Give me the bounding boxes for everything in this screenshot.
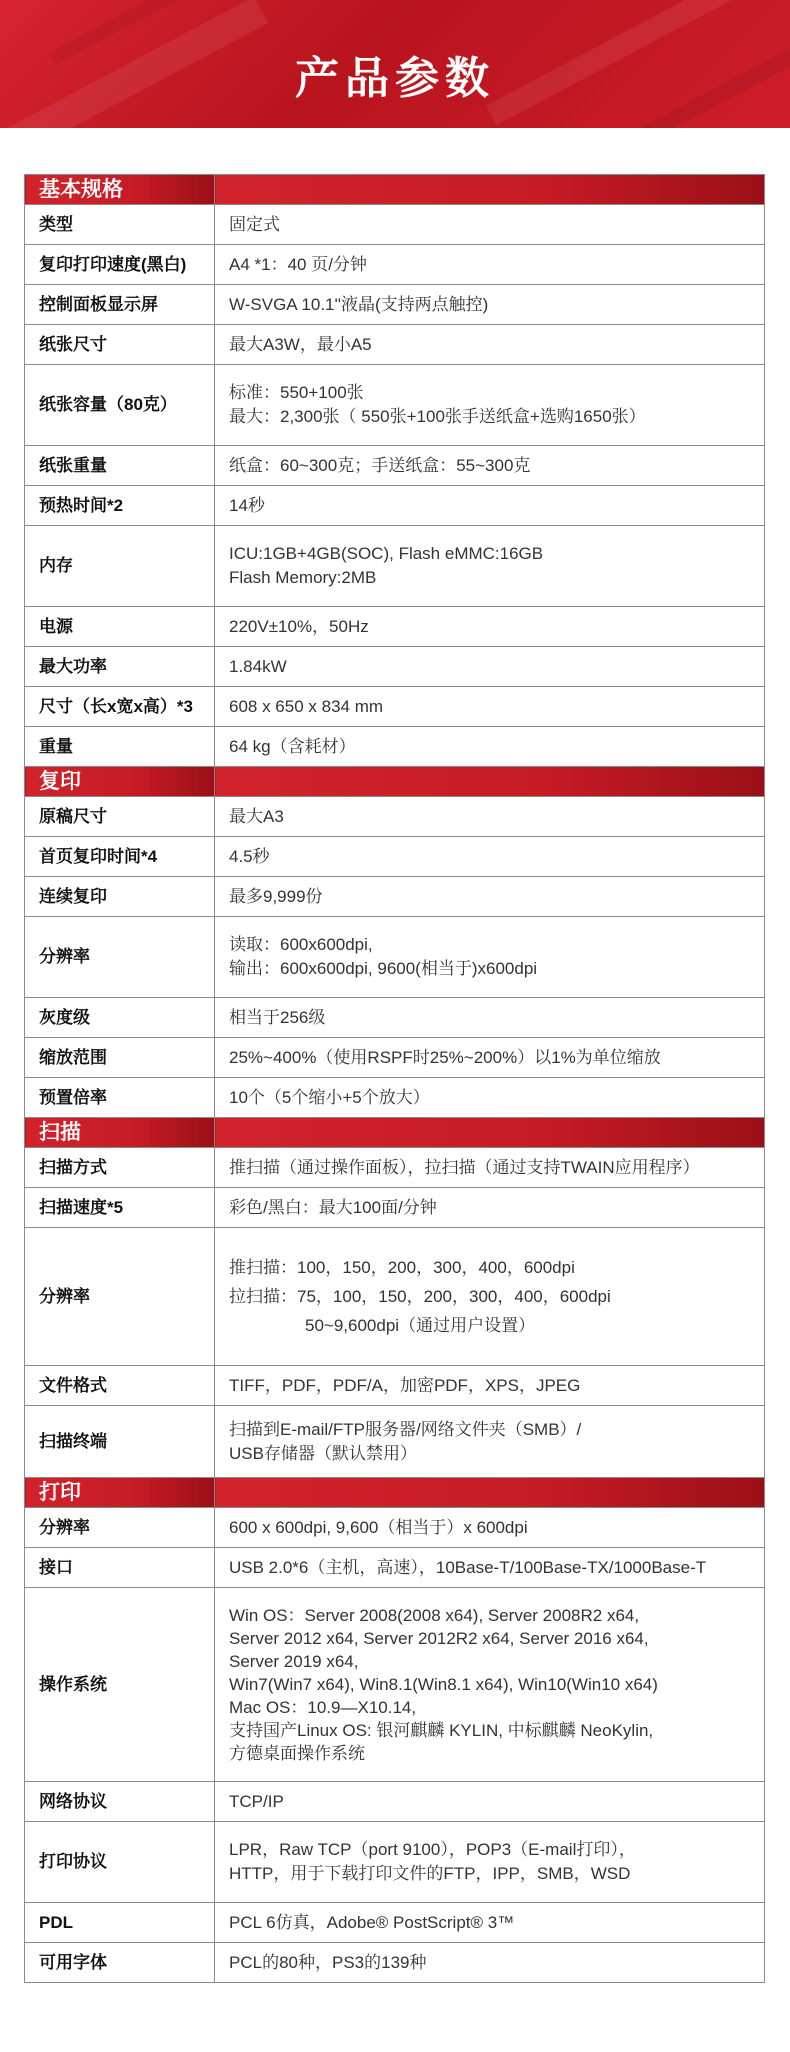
spec-value-line: 固定式	[229, 214, 280, 234]
spec-value	[215, 1038, 765, 1078]
spec-value	[215, 797, 765, 837]
section-header-fill	[215, 1478, 765, 1508]
spec-value-line: 纸盒：60~300克；手送纸盒：55~300克	[229, 455, 531, 475]
spec-value	[215, 1406, 765, 1478]
spec-key: 内存	[25, 526, 215, 607]
spec-row	[25, 727, 765, 767]
spec-value-line: Flash Memory:2MB	[229, 568, 377, 587]
spec-value-line: USB存储器（默认禁用）	[229, 1443, 417, 1463]
spec-value-line: 方德桌面操作系统	[229, 1744, 365, 1763]
spec-value	[215, 837, 765, 877]
section-header	[25, 1478, 765, 1508]
spec-row	[25, 205, 765, 245]
spec-key: 连续复印	[25, 877, 215, 917]
spec-value	[215, 607, 765, 647]
spec-row	[25, 486, 765, 526]
spec-key: 预热时间*2	[25, 486, 215, 526]
spec-value-line: 600 x 600dpi, 9,600（相当于）x 600dpi	[229, 1517, 528, 1537]
spec-row	[25, 607, 765, 647]
spec-value	[215, 526, 765, 607]
spec-value	[215, 1943, 765, 1983]
spec-value-line: 14秒	[229, 495, 265, 515]
spec-row	[25, 647, 765, 687]
spec-value-line: ICU:1GB+4GB(SOC), Flash eMMC:16GB	[229, 544, 544, 563]
spec-row	[25, 1822, 765, 1903]
spec-value	[215, 1508, 765, 1548]
spec-value	[215, 205, 765, 245]
spec-key: 分辨率	[25, 1508, 215, 1548]
spec-value-line: Server 2019 x64,	[229, 1652, 359, 1671]
spec-row	[25, 1366, 765, 1406]
spec-row	[25, 1406, 765, 1478]
section-title: 复印	[25, 767, 215, 797]
banner	[0, 0, 790, 128]
spec-row	[25, 1943, 765, 1983]
spec-key: 打印协议	[25, 1822, 215, 1903]
spec-value-line: LPR，Raw TCP（port 9100），POP3（E-mail打印），	[229, 1840, 636, 1859]
spec-row	[25, 797, 765, 837]
spec-value	[215, 917, 765, 998]
spec-key: 重量	[25, 727, 215, 767]
spec-row	[25, 877, 765, 917]
spec-value	[215, 486, 765, 526]
spec-value-line: 220V±10%，50Hz	[229, 616, 369, 636]
spec-row	[25, 285, 765, 325]
spec-value-line: 推扫描（通过操作面板），拉扫描（通过支持TWAIN应用程序）	[229, 1157, 700, 1177]
spec-value-line: 推扫描：100，150，200，300，400，600dpi	[229, 1258, 575, 1277]
spec-key: 分辨率	[25, 1228, 215, 1366]
spec-value-line: 读取：600x600dpi,	[229, 935, 373, 954]
spec-value-line: 标准：550+100张	[229, 383, 364, 402]
spec-value	[215, 1228, 765, 1366]
spec-value-line: 拉扫描：75，100，150，200，300，400，600dpi	[229, 1287, 611, 1306]
spec-value	[215, 1148, 765, 1188]
section-header-fill	[215, 175, 765, 205]
spec-row	[25, 917, 765, 998]
spec-row	[25, 837, 765, 877]
spec-row	[25, 1188, 765, 1228]
spec-value	[215, 285, 765, 325]
spec-key: 网络协议	[25, 1782, 215, 1822]
spec-value-line: 50~9,600dpi（通过用户设置）	[305, 1316, 536, 1335]
spec-value-line: USB 2.0*6（主机，高速），10Base-T/100Base-TX/1000Base-T	[229, 1557, 707, 1577]
spec-value	[215, 687, 765, 727]
spec-value-line: 608 x 650 x 834 mm	[229, 696, 384, 716]
spec-key: 文件格式	[25, 1366, 215, 1406]
spec-row	[25, 1548, 765, 1588]
section-header-fill	[215, 767, 765, 797]
page-title: 产品参数	[295, 53, 495, 104]
spec-row	[25, 325, 765, 365]
spec-value-line: 最大：2,300张（ 550张+100张手送纸盒+选购1650张）	[229, 407, 646, 426]
spec-value	[215, 365, 765, 446]
spec-value	[215, 877, 765, 917]
spec-row	[25, 1782, 765, 1822]
spec-table	[24, 174, 765, 1983]
spec-key: 灰度级	[25, 998, 215, 1038]
spec-key: 首页复印时间*4	[25, 837, 215, 877]
spec-row	[25, 365, 765, 446]
section-title: 基本规格	[25, 175, 215, 205]
section-header	[25, 1118, 765, 1148]
spec-value-line: 最大A3W，最小A5	[229, 334, 372, 354]
spec-row	[25, 1148, 765, 1188]
spec-key: 纸张尺寸	[25, 325, 215, 365]
spec-row	[25, 687, 765, 727]
spec-value	[215, 647, 765, 687]
spec-row	[25, 1508, 765, 1548]
spec-value-line: 10个（5个缩小+5个放大）	[229, 1087, 430, 1107]
section-title: 扫描	[25, 1118, 215, 1148]
spec-value-line: 最大A3	[229, 806, 284, 826]
spec-row	[25, 245, 765, 285]
spec-value-line: W-SVGA 10.1''液晶(支持两点触控)	[229, 294, 489, 314]
spec-key: 类型	[25, 205, 215, 245]
spec-value-line: HTTP，用于下载打印文件的FTP，IPP，SMB，WSD	[229, 1864, 631, 1883]
spec-value-line: TCP/IP	[229, 1791, 284, 1811]
section-header	[25, 767, 765, 797]
spec-row	[25, 446, 765, 486]
spec-row	[25, 998, 765, 1038]
spec-row	[25, 1903, 765, 1943]
spec-table-body	[25, 175, 765, 1983]
spec-key: 缩放范围	[25, 1038, 215, 1078]
spec-key: 扫描终端	[25, 1406, 215, 1478]
section-header-fill	[215, 1118, 765, 1148]
spec-key: 可用字体	[25, 1943, 215, 1983]
spec-value-line: 彩色/黑白：最大100面/分钟	[229, 1197, 437, 1217]
spec-value-line: Win OS：Server 2008(2008 x64), Server 2008R2 x64,	[229, 1606, 640, 1625]
spec-value	[215, 727, 765, 767]
spec-value-line: A4 *1：40 页/分钟	[229, 254, 367, 274]
spec-value-line: 1.84kW	[229, 656, 287, 676]
spec-value-line: PCL的80种，PS3的139种	[229, 1952, 427, 1972]
spec-key: 原稿尺寸	[25, 797, 215, 837]
spec-value-line: Server 2012 x64, Server 2012R2 x64, Server 2016 x64,	[229, 1629, 649, 1648]
spec-key: 纸张重量	[25, 446, 215, 486]
spec-value	[215, 998, 765, 1038]
spec-key: PDL	[25, 1903, 215, 1943]
spec-key: 预置倍率	[25, 1078, 215, 1118]
spec-key: 电源	[25, 607, 215, 647]
spec-value	[215, 1822, 765, 1903]
spec-value	[215, 1548, 765, 1588]
spec-value-line: 输出：600x600dpi, 9600(相当于)x600dpi	[229, 959, 538, 978]
spec-key: 控制面板显示屏	[25, 285, 215, 325]
spec-value	[215, 1188, 765, 1228]
spec-value-line: Win7(Win7 x64), Win8.1(Win8.1 x64), Win10(Win10 x64)	[229, 1675, 658, 1694]
spec-value	[215, 446, 765, 486]
spec-value-line: 4.5秒	[229, 846, 270, 866]
spec-value	[215, 1078, 765, 1118]
spec-key: 操作系统	[25, 1588, 215, 1782]
spec-key: 尺寸（长x宽x高）*3	[25, 687, 215, 727]
spec-value-line: Mac OS：10.9—X10.14,	[229, 1698, 417, 1717]
spec-row	[25, 1228, 765, 1366]
spec-value-line: 64 kg（含耗材）	[229, 736, 356, 756]
spec-key: 接口	[25, 1548, 215, 1588]
spec-value-line: 相当于256级	[229, 1007, 326, 1027]
spec-value-line: PCL 6仿真，Adobe® PostScript® 3™	[229, 1912, 515, 1932]
section-title: 打印	[25, 1478, 215, 1508]
spec-value	[215, 1903, 765, 1943]
spec-key: 最大功率	[25, 647, 215, 687]
spec-key: 纸张容量（80克）	[25, 365, 215, 446]
section-header	[25, 175, 765, 205]
spec-key: 复印打印速度(黑白)	[25, 245, 215, 285]
spec-key: 扫描速度*5	[25, 1188, 215, 1228]
spec-value	[215, 1782, 765, 1822]
spec-value-line: 支持国产Linux OS: 银河麒麟 KYLIN, 中标麒麟 NeoKylin,	[229, 1721, 654, 1740]
spec-row	[25, 1078, 765, 1118]
spec-row	[25, 1588, 765, 1782]
spec-value	[215, 325, 765, 365]
spec-value	[215, 1588, 765, 1782]
spec-row	[25, 526, 765, 607]
spec-key: 分辨率	[25, 917, 215, 998]
spec-key: 扫描方式	[25, 1148, 215, 1188]
spec-value	[215, 245, 765, 285]
spec-value-line: 扫描到E-mail/FTP服务器/网络文件夹（SMB）/	[229, 1419, 582, 1439]
spec-value	[215, 1366, 765, 1406]
spec-value-line: TIFF，PDF，PDF/A，加密PDF，XPS，JPEG	[229, 1375, 581, 1395]
spec-value-line: 最多9,999份	[229, 886, 323, 906]
spec-row	[25, 1038, 765, 1078]
spec-value-line: 25%~400%（使用RSPF时25%~200%）以1%为单位缩放	[229, 1047, 661, 1067]
